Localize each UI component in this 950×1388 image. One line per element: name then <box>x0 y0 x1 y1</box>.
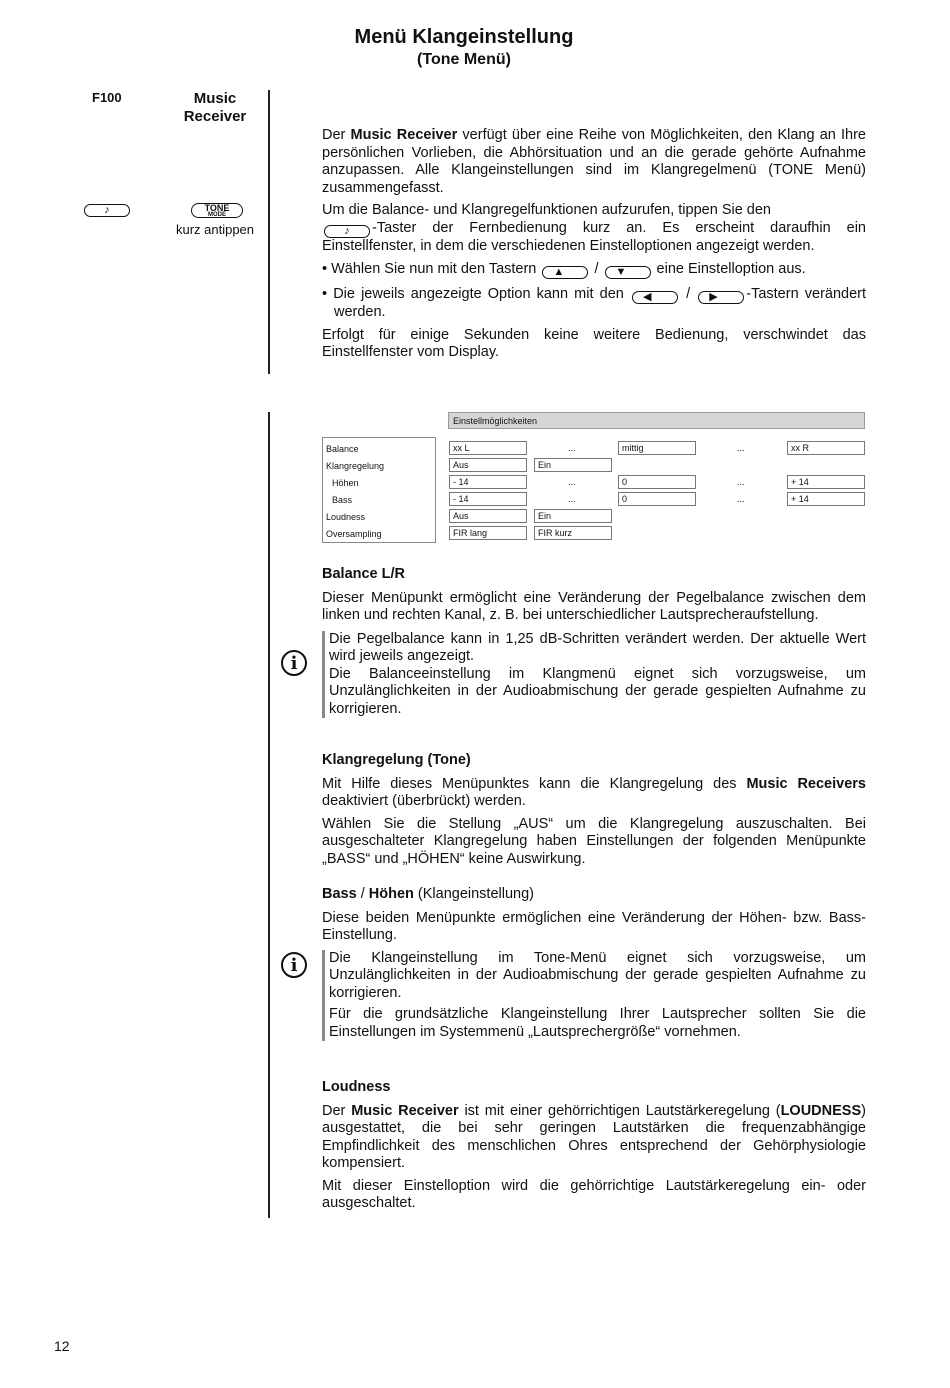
settings-label-box <box>322 437 436 543</box>
loudness-paragraph-1: Der Music Receiver ist mit einer gehörrichtigen Lautstärkeregelung (LOUDNESS) ausgestattet, die bei sehr geringen Lautstärken die frequenzabhängige Empfindlichkeit des menschlichen Ohres entsprechend der Gehörphysiologie kompensiert. <box>322 1102 866 1171</box>
bass-max-cell: + 14 <box>787 492 865 506</box>
balance-paragraph: Dieser Menüpunkt ermöglicht eine Veränderung der Pegelbalance zwischen dem linken und rechten Kanal, z. B. bei unterschiedlicher Lautsprecheraufstellung. <box>322 589 866 623</box>
product-line-2: Receiver <box>183 108 247 125</box>
klangregelung-aus-cell: Aus <box>449 458 527 472</box>
label-oversampling: Oversampling <box>326 529 382 539</box>
bass-dots-1: ... <box>568 494 576 504</box>
label-hoehen: Höhen <box>332 478 359 488</box>
intro-section <box>322 127 866 367</box>
model-label: F100 <box>92 90 122 105</box>
balance-section <box>322 566 866 718</box>
intro-paragraph-3: Erfolgt für einige Sekunden keine weitere Bedienung, verschwindet das Einstellfenster vom Display. <box>322 326 866 360</box>
divider-top <box>268 90 270 374</box>
hoehen-max-cell: + 14 <box>787 475 865 489</box>
balance-dots-2: ... <box>737 443 745 453</box>
product-line-1: Music <box>193 90 237 107</box>
tone-instruction: kurz antippen <box>175 222 255 237</box>
basshoehen-heading: Bass / Höhen (Klangeinstellung) <box>322 886 534 902</box>
basshoehen-info-1: Die Klangeinstellung im Tone-Menü eignet sich vorzugsweise, um Unzulänglichkeiten in der Audioabmischung der gerade gespielten Aufnahme zu korrigieren. <box>329 949 866 1001</box>
hoehen-dots-1: ... <box>568 477 576 487</box>
product-label <box>170 90 260 126</box>
hoehen-min-cell: - 14 <box>449 475 527 489</box>
intro-paragraph-2: Um die Balance- und Klangregelfunktionen aufzurufen, tippen Sie den ♪ -Taster der Fernbedienung kurz an. Es erscheint daraufhin ein Einstellfenster, in dem die verschiedenen Einstelloptionen angezeigt werden. <box>322 202 866 254</box>
tone-label: TONE <box>204 202 230 213</box>
oversampling-lang-cell: FIR lang <box>449 526 527 540</box>
balance-right-cell: xx R <box>787 441 865 455</box>
basshoehen-section <box>322 886 866 1041</box>
tone-mode-button-icon <box>191 203 243 218</box>
basshoehen-info-block <box>322 950 866 1042</box>
note-button-icon <box>84 204 130 217</box>
loudness-ein-cell: Ein <box>534 509 612 523</box>
divider-bottom <box>268 412 270 1218</box>
note-icon: ♪ <box>104 204 110 216</box>
up-arrow-icon: ▲ <box>542 266 588 279</box>
balance-info-2: Die Balanceeinstellung im Klangmenü eignet sich vorzugsweise, um Unzulänglichkeiten in der Audioabmischung der gerade gespielten Aufnahme zu korrigieren. <box>329 665 866 717</box>
loudness-aus-cell: Aus <box>449 509 527 523</box>
balance-left-cell: xx L <box>449 441 527 455</box>
intro-paragraph-1: Der Music Receiver verfügt über eine Reihe von Möglichkeiten, den Klang an Ihre persönlichen Vorlieben, die Abhörsituation und an die gerade gehörte Aufnahme anzupassen. Alle Klangeinstellungen sind im Klangregelmenü (TONE Menü) zusammengefasst. <box>322 127 866 196</box>
loudness-section <box>322 1079 866 1218</box>
tone-paragraph-2: Wählen Sie die Stellung „AUS“ um die Klangregelung auszuschalten. Bei ausgeschalteter Klangregelung haben Einstellungen der folgenden Menüpunkte „BASS“ und „HÖHEN“ keine Auswirkung. <box>322 815 866 867</box>
label-bass: Bass <box>332 495 353 505</box>
bass-zero-cell: 0 <box>618 492 696 506</box>
tone-paragraph-1: Mit Hilfe dieses Menüpunktes kann die Klangregelung des Music Receivers deaktiviert (überbrückt) werden. <box>322 775 866 809</box>
klangregelung-ein-cell: Ein <box>534 458 612 472</box>
page-number: 12 <box>54 1338 70 1354</box>
bass-dots-2: ... <box>737 494 745 504</box>
loudness-paragraph-2: Mit dieser Einstelloption wird die gehörrichtige Lautstärkeregelung ein- oder ausgeschaltet. <box>322 1177 866 1211</box>
info-icon: i <box>281 650 307 676</box>
basshoehen-paragraph: Diese beiden Menüpunkte ermöglichen eine Veränderung der Höhen- bzw. Bass-Einstellung. <box>322 909 866 943</box>
note-icon: ♪ <box>324 225 370 238</box>
intro-bullet-2: • Die jeweils angezeigte Option kann mit den ◀ / ▶ -Tastern verändert werden. <box>322 286 867 320</box>
page-title: Menü Klangeinstellung <box>354 26 574 48</box>
bass-min-cell: - 14 <box>449 492 527 506</box>
balance-heading: Balance L/R <box>322 566 405 582</box>
hoehen-dots-2: ... <box>737 477 745 487</box>
balance-center-cell: mittig <box>618 441 696 455</box>
intro-bullet-1: • Wählen Sie nun mit den Tastern ▲ / ▼ eine Einstelloption aus. <box>322 261 806 278</box>
mode-label: MODE <box>208 211 226 218</box>
product-name: Music Receiver <box>350 127 458 143</box>
settings-menu-header: Einstellmöglichkeiten <box>448 412 865 429</box>
hoehen-zero-cell: 0 <box>618 475 696 489</box>
left-arrow-icon: ◀ <box>632 291 678 304</box>
page-subtitle: (Tone Menü) <box>417 51 511 68</box>
balance-info-1: Die Pegelbalance kann in 1,25 dB-Schritten verändert werden. Der aktuelle Wert wird jeweils angezeigt. <box>329 630 866 664</box>
tone-heading: Klangregelung (Tone) <box>322 752 471 768</box>
down-arrow-icon: ▼ <box>605 266 651 279</box>
balance-dots-1: ... <box>568 443 576 453</box>
oversampling-kurz-cell: FIR kurz <box>534 526 612 540</box>
label-klangregelung: Klangregelung <box>326 461 385 471</box>
basshoehen-info-2: Für die grundsätzliche Klangeinstellung Ihrer Lautsprecher sollten Sie die Einstellungen im Systemmenü „Lautsprechergröße“ vornehmen. <box>329 1006 866 1040</box>
tone-section <box>322 752 866 873</box>
loudness-heading: Loudness <box>322 1079 391 1095</box>
balance-info-block <box>322 631 866 719</box>
right-arrow-icon: ▶ <box>698 291 744 304</box>
label-balance: Balance <box>326 444 359 454</box>
label-loudness: Loudness <box>326 512 366 522</box>
info-icon: i <box>281 952 307 978</box>
